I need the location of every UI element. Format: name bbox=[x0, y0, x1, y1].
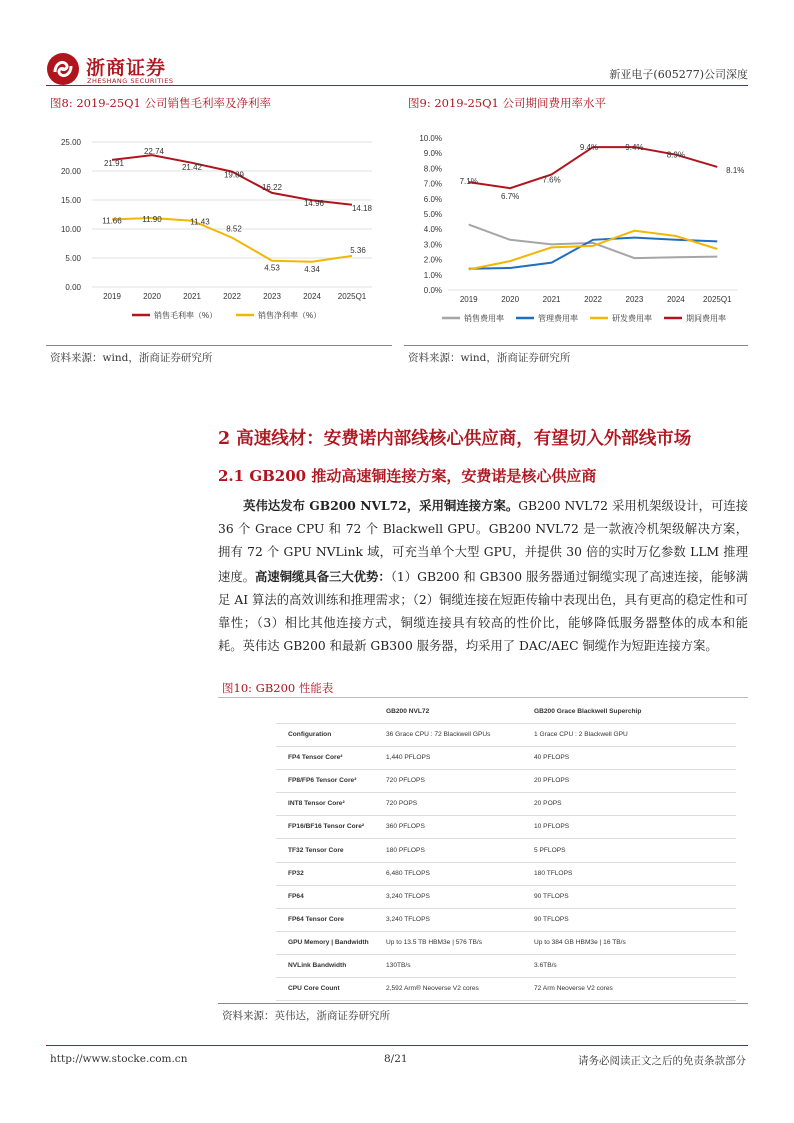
y-tick-label: 8.0% bbox=[423, 164, 442, 174]
page-number: 8/21 bbox=[384, 1053, 408, 1065]
x-tick-label: 2021 bbox=[183, 292, 201, 301]
data-label: 16.22 bbox=[261, 182, 283, 192]
figure10-source-rule bbox=[218, 1003, 748, 1004]
y-tick-label: 4.0% bbox=[423, 225, 442, 235]
data-label: 14.18 bbox=[351, 203, 373, 213]
y-tick-label: 6.0% bbox=[423, 194, 442, 204]
table-row bbox=[276, 931, 736, 954]
y-tick-label: 15.00 bbox=[60, 196, 81, 205]
data-label: 5.36 bbox=[350, 245, 366, 255]
data-label: 6.7% bbox=[501, 192, 520, 202]
logo-text: 浙商证券 bbox=[86, 57, 167, 79]
figure9-source: 资料来源：wind，浙商证券研究所 bbox=[408, 352, 571, 364]
figure10-title: 图10: GB200 性能表 bbox=[222, 681, 334, 695]
y-tick-label: 2.0% bbox=[423, 255, 442, 265]
y-tick-label: 7.0% bbox=[423, 179, 442, 189]
table-row bbox=[276, 885, 736, 908]
data-label: 8.9% bbox=[666, 150, 685, 160]
logo-subtext: ZHESHANG SECURITIES bbox=[87, 77, 174, 85]
data-label: 9.4% bbox=[579, 143, 599, 153]
data-label: 21.91 bbox=[103, 158, 125, 168]
table-cell: 5 PFLOPS bbox=[534, 846, 566, 854]
y-tick-label: 5.0% bbox=[423, 210, 442, 219]
table-row bbox=[276, 815, 736, 838]
x-tick-label: 2019 bbox=[459, 295, 478, 304]
table-cell: 720 PFLOPS bbox=[386, 777, 425, 785]
table-cell: 90 TFLOPS bbox=[534, 915, 569, 923]
figure9-chart bbox=[404, 124, 749, 334]
table-row bbox=[276, 908, 736, 931]
x-tick-label: 2024 bbox=[303, 292, 321, 301]
table-cell: 1,440 PFLOPS bbox=[386, 754, 431, 762]
footer-disclaimer: 请务必阅读正文之后的免责条款部分 bbox=[578, 1055, 746, 1067]
table-row bbox=[276, 954, 736, 977]
table-cell: 720 POPS bbox=[386, 800, 418, 808]
legend-label: 管理费用率 bbox=[538, 314, 578, 323]
table-cell: NVLink Bandwidth bbox=[288, 962, 347, 969]
table-cell: GB200 Grace Blackwell Superchip bbox=[534, 708, 642, 715]
body-paragraph bbox=[218, 494, 748, 658]
table-row bbox=[276, 769, 736, 792]
table-cell: FP64 bbox=[288, 892, 304, 900]
y-tick-label: 1.0% bbox=[423, 270, 442, 280]
table-cell: 3,240 TFLOPS bbox=[386, 892, 430, 900]
table-row bbox=[276, 723, 736, 746]
x-tick-label: 2023 bbox=[263, 292, 281, 301]
figure8-source: 资料来源：wind，浙商证券研究所 bbox=[50, 352, 213, 364]
section-heading: 2 高速线材：安费诺内部线核心供应商，有望切入外部线市场 bbox=[218, 429, 692, 449]
p1-text: GB200 NVL72 采用机架级设计，可连接 36 个 Grace CPU 和 72 个 Blackwell GPU。GB200 NVL72 是一款液冷机架级解决方案，拥有 72 个 GPU NVLink 域，可充当单个大型 GPU，并提供 30 倍的实时万亿参数 LLM 推理速度。 bbox=[218, 499, 748, 584]
data-label: 11.43 bbox=[190, 217, 210, 227]
p2-lead: 高速铜缆具备三大优势： bbox=[255, 568, 391, 584]
y-tick-label: 10.00 bbox=[60, 225, 81, 234]
data-label: 8.52 bbox=[226, 224, 242, 234]
header-rule bbox=[46, 85, 748, 86]
table-cell: TF32 Tensor Core bbox=[288, 846, 344, 854]
x-tick-label: 2019 bbox=[103, 292, 121, 301]
table-cell: 180 TFLOPS bbox=[534, 869, 573, 877]
legend-label: 研发费用率 bbox=[612, 314, 652, 323]
data-label: 19.89 bbox=[223, 170, 245, 180]
subsection-heading: 2.1 GB200 推动高速铜连接方案，安费诺是核心供应商 bbox=[218, 467, 597, 485]
data-label: 14.96 bbox=[303, 199, 325, 209]
x-tick-label: 2024 bbox=[666, 295, 685, 304]
figure10-source: 资料来源：英伟达，浙商证券研究所 bbox=[222, 1010, 390, 1022]
x-tick-label: 2025Q1 bbox=[703, 295, 732, 304]
y-tick-label: 20.00 bbox=[60, 167, 81, 176]
table-cell: FP8/FP6 Tensor Core² bbox=[288, 777, 357, 785]
table-row bbox=[276, 977, 736, 1000]
table-cell: Up to 384 GB HBM3e | 16 TB/s bbox=[534, 938, 626, 946]
figure9-source-rule bbox=[404, 345, 748, 346]
table-cell: 130TB/s bbox=[386, 962, 411, 969]
data-label: 7.6% bbox=[542, 175, 561, 185]
table-row bbox=[276, 862, 736, 885]
table-cell: 40 PFLOPS bbox=[534, 754, 570, 762]
x-tick-label: 2022 bbox=[223, 292, 241, 301]
x-tick-label: 2025Q1 bbox=[337, 292, 367, 301]
table-cell: FP64 Tensor Core bbox=[288, 915, 344, 923]
series-line-1 bbox=[112, 155, 352, 205]
y-tick-label: 0.00 bbox=[65, 283, 81, 292]
legend-label: 期间费用率 bbox=[686, 314, 726, 323]
x-tick-label: 2020 bbox=[501, 295, 520, 304]
table-cell: 6,480 TFLOPS bbox=[386, 869, 430, 877]
series-line-3 bbox=[469, 231, 718, 270]
figure10-top-rule bbox=[218, 697, 748, 698]
y-tick-label: 9.0% bbox=[423, 149, 442, 159]
data-label: 4.34 bbox=[304, 264, 320, 274]
table-cell: 3,240 TFLOPS bbox=[386, 915, 430, 923]
table-cell: 72 Arm Neoverse V2 cores bbox=[534, 985, 613, 993]
x-tick-label: 2020 bbox=[143, 292, 161, 301]
footer-rule bbox=[46, 1045, 748, 1046]
table-cell: 2,592 Arm® Neoverse V2 cores bbox=[386, 985, 479, 993]
table-header-row bbox=[276, 700, 736, 723]
y-tick-label: 10.0% bbox=[419, 134, 442, 143]
table-cell: GPU Memory | Bandwidth bbox=[288, 938, 369, 946]
company-logo bbox=[46, 50, 186, 90]
figure8-chart bbox=[46, 112, 396, 332]
figure8-title: 图8: 2019-25Q1 公司销售毛利率及净利率 bbox=[50, 96, 272, 110]
footer-url[interactable]: http://www.stocke.com.cn bbox=[50, 1053, 188, 1065]
table-cell: 360 PFLOPS bbox=[386, 823, 425, 831]
data-label: 11.90 bbox=[142, 214, 162, 224]
table-cell: FP4 Tensor Core² bbox=[288, 754, 343, 762]
y-tick-label: 25.00 bbox=[60, 138, 81, 147]
data-label: 9.4% bbox=[625, 143, 644, 153]
logo-icon bbox=[46, 52, 80, 86]
table-cell: FP32 bbox=[288, 869, 304, 877]
report-title: 新亚电子(605277)公司深度 bbox=[609, 68, 748, 81]
y-tick-label: 5.00 bbox=[65, 254, 81, 263]
data-label: 21.42 bbox=[181, 162, 203, 172]
table-cell: 180 PFLOPS bbox=[386, 846, 425, 854]
legend-label: 销售净利率（%） bbox=[258, 311, 322, 320]
table-cell: 90 TFLOPS bbox=[534, 892, 569, 900]
table-cell: 1 Grace CPU : 2 Blackwell GPU bbox=[534, 731, 628, 738]
table-cell: 20 PFLOPS bbox=[534, 777, 570, 785]
p2-text: （1）GB200 和 GB300 服务器通过铜缆实现了高速连接，能够满足 AI 算法的高效训练和推理需求；（2）铜缆连接在短距传输中表现出色，具有更高的稳定性和可靠性；（3）相比其他连接方式，铜缆连接具有较高的性价比，能够降低服务器整体的成本和能耗。英伟达 GB200 和最新 GB300 服务器，均采用了 DAC/AEC 铜缆作为短距连接方案。 bbox=[218, 569, 748, 654]
table-cell: 10 PFLOPS bbox=[534, 823, 570, 831]
data-label: 4.53 bbox=[264, 263, 280, 273]
data-label: 22.74 bbox=[143, 147, 165, 157]
p1-lead: 英伟达发布 GB200 NVL72，采用铜连接方案。 bbox=[243, 498, 519, 513]
table-row-divider bbox=[276, 1000, 736, 1001]
legend-label: 销售毛利率（%） bbox=[154, 311, 218, 320]
figure9-title: 图9: 2019-25Q1 公司期间费用率水平 bbox=[408, 96, 607, 110]
table-row bbox=[276, 792, 736, 815]
figure8-source-rule bbox=[46, 345, 392, 346]
y-tick-label: 3.0% bbox=[423, 240, 442, 250]
data-label: 7.1% bbox=[459, 177, 478, 187]
table-cell: INT8 Tensor Core² bbox=[288, 800, 345, 808]
x-tick-label: 2023 bbox=[625, 295, 644, 304]
table-row bbox=[276, 746, 736, 769]
table-cell: Configuration bbox=[288, 731, 332, 738]
table-cell: 20 POPS bbox=[534, 800, 562, 808]
table-cell: FP16/BF16 Tensor Core² bbox=[288, 823, 365, 831]
data-label: 8.1% bbox=[726, 165, 745, 175]
data-label: 11.66 bbox=[102, 216, 122, 226]
table-cell: 36 Grace CPU : 72 Blackwell GPUs bbox=[386, 731, 491, 738]
table-cell: 3.6TB/s bbox=[534, 962, 557, 969]
y-tick-label: 0.0% bbox=[423, 286, 442, 295]
legend-label: 销售费用率 bbox=[464, 314, 504, 323]
table-cell: GB200 NVL72 bbox=[386, 708, 430, 715]
table-cell: CPU Core Count bbox=[288, 985, 340, 993]
table-row bbox=[276, 839, 736, 862]
series-line-1 bbox=[469, 225, 718, 259]
table-cell: Up to 13.5 TB HBM3e | 576 TB/s bbox=[386, 938, 483, 946]
x-tick-label: 2021 bbox=[542, 295, 561, 304]
x-tick-label: 2022 bbox=[584, 295, 602, 304]
